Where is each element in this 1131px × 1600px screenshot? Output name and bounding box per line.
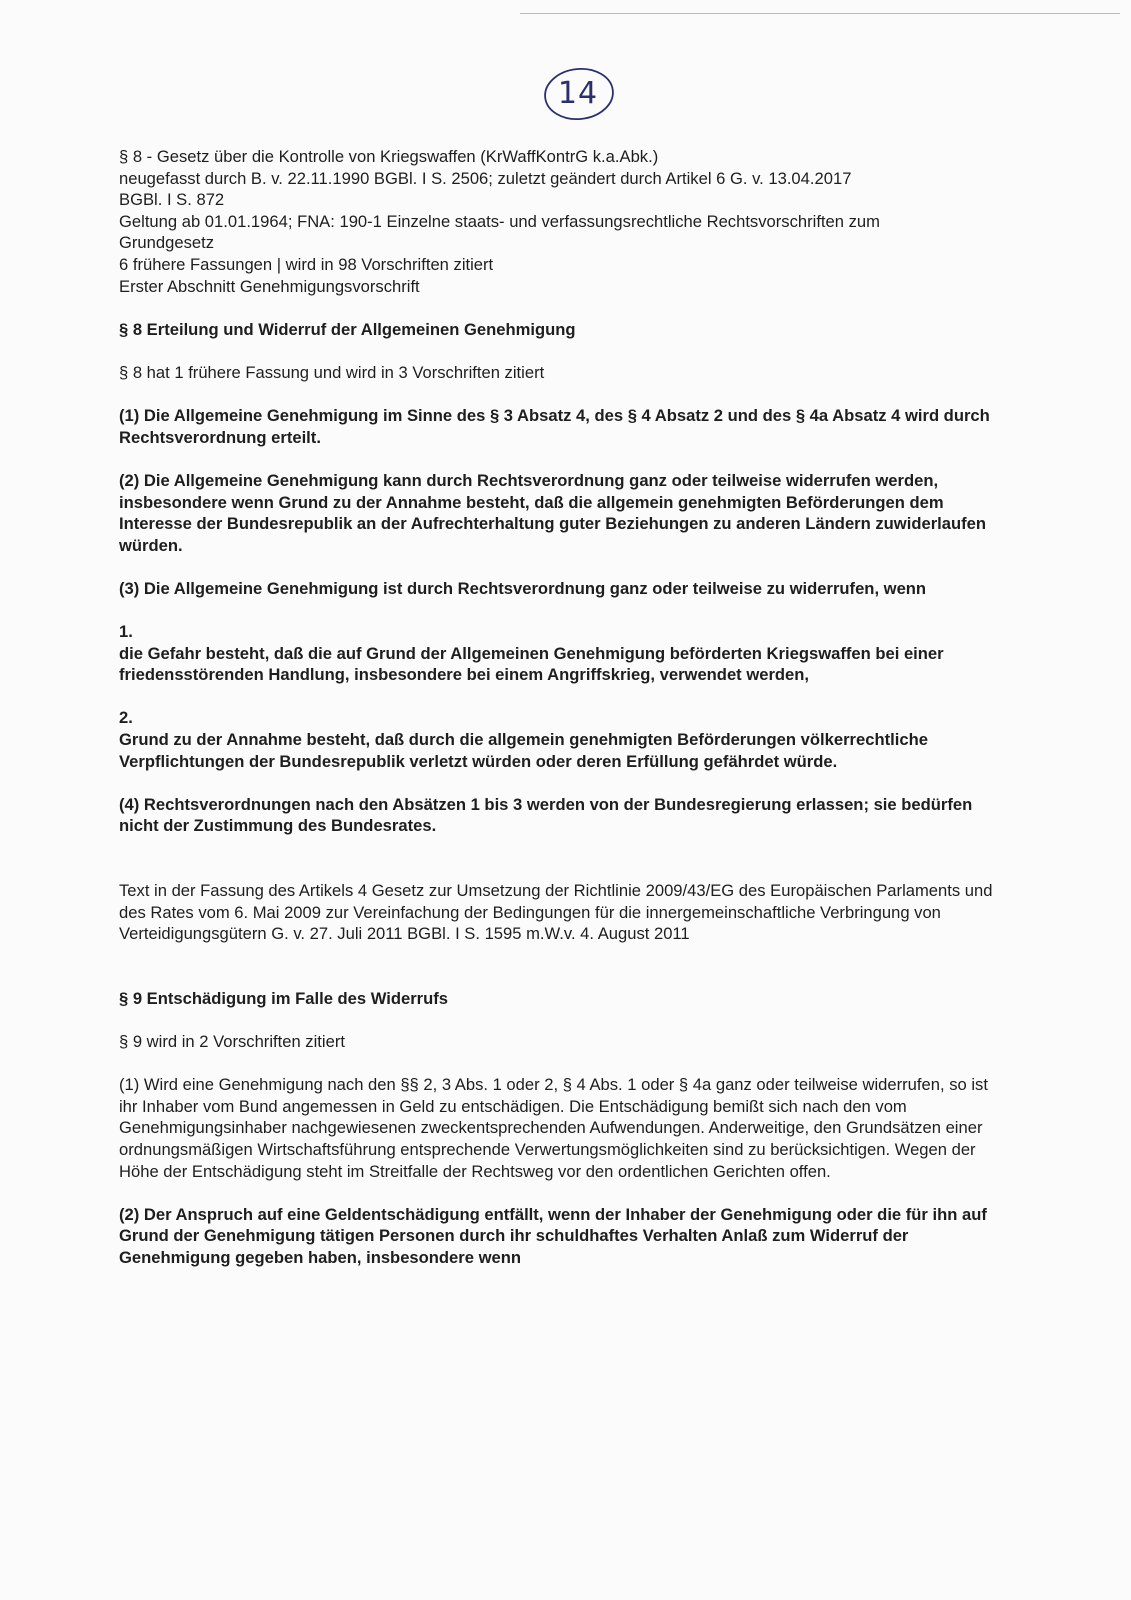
section-8-title: § 8 Erteilung und Widerruf der Allgemeinen Genehmigung bbox=[119, 319, 576, 339]
list-item-text: die Gefahr besteht, daß die auf Grund der Allgemeinen Genehmigung beförderten Kriegswaffen bei einer friedensstörenden Handlung, insbesondere bei einem Angriffskrieg, verwendet werden, bbox=[119, 643, 944, 685]
handwritten-page-number-stamp bbox=[538, 64, 618, 124]
header-line: Grundgesetz bbox=[119, 233, 215, 253]
section-9-paragraph-2: (2) Der Anspruch auf eine Geldentschädigung entfällt, wenn der Inhaber der Genehmigung oder die für ihn auf Grund der Genehmigung tätigen Personen durch ihr schuldhaftes Verhalten Anlaß zum Widerruf der Genehmigung gegeben haben, insbesondere wenn bbox=[119, 1204, 987, 1267]
header-line: 6 frühere Fassungen | wird in 98 Vorschriften zitiert bbox=[119, 254, 494, 274]
page-number: 14 bbox=[557, 76, 599, 111]
section-8-footnote: Text in der Fassung des Artikels 4 Gesetz zur Umsetzung der Richtlinie 2009/43/EG des Europäischen Parlaments und des Rates vom 6. Mai 2009 zur Vereinfachung der Bedingungen für die innergemeinschaftliche Verbringung von Verteidigungsgütern G. v. 27. Juli 2011 BGBl. I S. 1595 m.W.v. 4. August 2011 bbox=[119, 881, 993, 944]
section-8-paragraph-3: (3) Die Allgemeine Genehmigung ist durch Rechtsverordnung ganz oder teilweise zu widerrufen, wenn bbox=[119, 578, 927, 598]
section-8-paragraph-4: (4) Rechtsverordnungen nach den Absätzen 1 bis 3 werden von der Bundesregierung erlassen; sie bedürfen nicht der Zustimmung des Bundesrates. bbox=[119, 794, 973, 836]
header-line: § 8 - Gesetz über die Kontrolle von Kriegswaffen (KrWaffKontrG k.a.Abk.) bbox=[119, 147, 659, 166]
document-header bbox=[119, 146, 1004, 297]
header-line: Erster Abschnitt Genehmigungsvorschrift bbox=[119, 276, 420, 296]
section-8-paragraph-2: (2) Die Allgemeine Genehmigung kann durch Rechtsverordnung ganz oder teilweise widerrufen werden, insbesondere wenn Grund zu der Annahme besteht, daß die allgemein genehmigten Beförderungen dem Interesse der Bundesrepublik an der Aufrechterhaltung guter Beziehungen zu anderen Ländern zuwiderlaufen würden. bbox=[119, 470, 987, 555]
document-body bbox=[119, 146, 1004, 1269]
section-9-note: § 9 wird in 2 Vorschriften zitiert bbox=[119, 1031, 345, 1051]
list-item-number: 2. bbox=[119, 708, 133, 728]
section-8-note: § 8 hat 1 frühere Fassung und wird in 3 Vorschriften zitiert bbox=[119, 362, 545, 382]
header-line: BGBl. I S. 872 bbox=[119, 190, 225, 210]
header-line: Geltung ab 01.01.1964; FNA: 190-1 Einzelne staats- und verfassungsrechtliche Rechtsvorschriften zum bbox=[119, 211, 880, 231]
header-line: neugefasst durch B. v. 22.11.1990 BGBl. I S. 2506; zuletzt geändert durch Artikel 6 G. v. 13.04.2017 bbox=[119, 168, 852, 188]
section-8-paragraph-1: (1) Die Allgemeine Genehmigung im Sinne des § 3 Absatz 4, des § 4 Absatz 2 und des § 4a Absatz 4 wird durch Rechtsverordnung erteilt. bbox=[119, 406, 990, 447]
section-9-paragraph-1: (1) Wird eine Genehmigung nach den §§ 2, 3 Abs. 1 oder 2, § 4 Abs. 1 oder § 4a ganz oder teilweise widerrufen, so ist ihr Inhaber vom Bund angemessen in Geld zu entschädigen. Die Entschädigung bemißt sich nach den vom Genehmigungsinhaber nachgewiesenen zweckentsprechenden Aufwendungen. Anderweitige, den Grundsätzen einer ordnungsmäßigen Wirtschaftsführung entsprechende Verwertungsmöglichkeiten sind zu berücksichtigen. Wegen der Höhe der Entschädigung steht im Streitfalle der Rechtsweg vor den ordentlichen Gerichten offen. bbox=[119, 1075, 988, 1181]
list-item-number: 1. bbox=[119, 622, 133, 642]
top-edge-rule bbox=[520, 13, 1120, 14]
section-9-title: § 9 Entschädigung im Falle des Widerrufs bbox=[119, 988, 449, 1008]
list-item-text: Grund zu der Annahme besteht, daß durch die allgemein genehmigten Beförderungen völkerrechtliche Verpflichtungen der Bundesrepublik verletzt würden oder deren Erfüllung gefährdet würde. bbox=[119, 730, 928, 771]
